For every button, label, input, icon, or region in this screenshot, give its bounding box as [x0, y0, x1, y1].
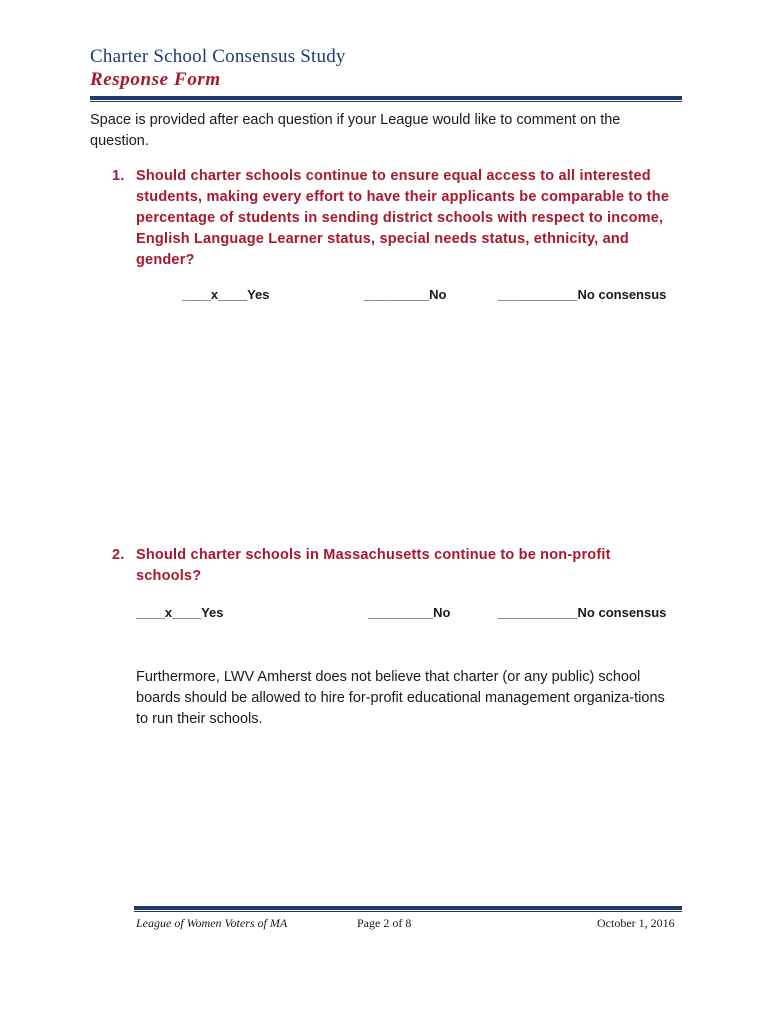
question-number: 1.	[112, 168, 125, 184]
document-subtitle: Response Form	[90, 69, 221, 90]
header-rule-thin	[90, 101, 682, 102]
q1-option-no[interactable]: _________No	[364, 287, 447, 302]
footer-rule	[134, 906, 682, 910]
footer-page-number: Page 2 of 8	[357, 916, 412, 930]
footer-organization: League of Women Voters of MA	[136, 916, 288, 930]
question-2	[112, 545, 692, 595]
question-number: 2.	[112, 547, 125, 563]
question-text: Should charter schools continue to ensure equal access to all interested students, making every effort to have their applicants be comparable to the percentage of students in sending district schools with respect to income, English Language Learner status, special needs status, ethnicity, and gender?	[136, 168, 670, 268]
q2-option-no-consensus[interactable]: ___________No consensus	[498, 605, 667, 620]
q2-option-yes[interactable]: ____x____Yes	[136, 605, 224, 620]
q1-option-no-consensus[interactable]: ___________No consensus	[498, 287, 667, 302]
q2-comment: Furthermore, LWV Amherst does not believe that charter (or any public) school boards should be allowed to hire for-profit educational management organiza-tions to run their schools.	[136, 669, 665, 727]
header-rule	[90, 96, 682, 100]
document-title: Charter School Consensus Study	[90, 46, 346, 67]
q2-option-no[interactable]: _________No	[368, 605, 451, 620]
intro-text: Space is provided after each question if your League would like to comment on the question.	[90, 112, 621, 149]
footer-rule-thin	[134, 911, 682, 912]
question-text: Should charter schools in Massachusetts continue to be non-profit schools?	[136, 547, 611, 584]
footer-date: October 1, 2016	[597, 916, 675, 930]
q1-option-yes[interactable]: ____x____Yes	[182, 287, 270, 302]
question-1	[112, 166, 692, 276]
